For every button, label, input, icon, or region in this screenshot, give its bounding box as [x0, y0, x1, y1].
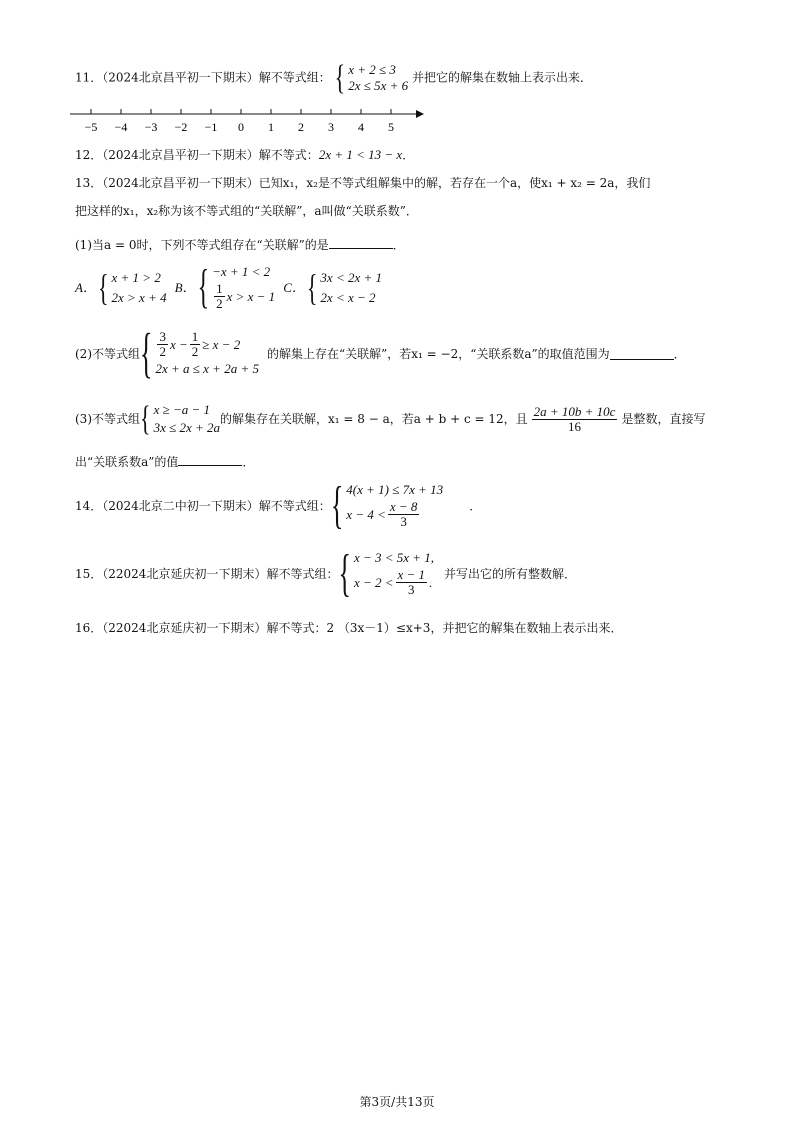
left-brace-icon: { [140, 322, 153, 383]
fraction: $\frac{x - 8}{3}$ [389, 499, 418, 529]
question-13-part-1 [75, 236, 405, 253]
q15-inequality-1: x − 3 < 5x + 1, [353, 550, 435, 565]
number-line-label: −1 [204, 120, 218, 134]
question-13-part-3-line-2 [75, 453, 254, 470]
q15-inequality-2: x − 2 < $\frac{x - 1}{3}$ . [353, 567, 433, 597]
left-brace-icon: { [97, 265, 109, 308]
option-a-system [97, 265, 167, 308]
question-15 [75, 543, 577, 602]
question-13-part-3 [75, 398, 706, 439]
answer-blank[interactable] [329, 236, 393, 249]
question-13-line-1 [75, 175, 650, 191]
q13-part3-inequality-1: x ≥ −a − 1 [153, 402, 211, 417]
page-number: 第3页/共13页 [359, 1095, 435, 1109]
number-line-label: 0 [238, 120, 244, 134]
question-14 [75, 475, 482, 534]
question-13-part-2 [75, 322, 686, 383]
number-line-label: 2 [298, 120, 304, 134]
number-line-label: 1 [268, 120, 274, 134]
q12-inequality: 2x + 1 < 13 − x [318, 147, 403, 162]
q14-prefix: 14．（2024北京二中初一下期末）解不等式组： [75, 498, 331, 513]
q13-part1-text: (1)当a = 0时，下列不等式组存在“关联解”的是 [75, 238, 329, 252]
fraction: $\frac{1}{2}$ [216, 281, 223, 311]
option-a-inequality-1: x + 1 > 2 [111, 269, 161, 285]
option-c-inequality-1: 3x < 2x + 1 [320, 269, 383, 285]
q13-options [75, 261, 383, 314]
q13-part1-end: ． [392, 238, 405, 252]
q13-part2-prefix: (2)不等式组 [75, 346, 140, 361]
q14-system [330, 475, 444, 534]
option-b-inequality-2: $\frac{1}{2}$ x > x − 1 [216, 281, 276, 311]
number-line-label: 4 [358, 120, 364, 134]
q14-inequality-2: x − 4 < $\frac{x - 8}{3}$ [346, 499, 418, 529]
left-brace-icon: { [306, 265, 318, 308]
q11-suffix: 并把它的解集在数轴上表示出来． [411, 70, 592, 85]
arrow-right-icon [416, 110, 424, 118]
answer-blank[interactable] [178, 453, 242, 466]
number-line-label: 3 [328, 120, 334, 134]
left-brace-icon: { [197, 261, 210, 314]
q13-part3-line2: 出“关联系数a”的值 [75, 455, 179, 469]
left-brace-icon: { [330, 475, 344, 534]
q11-system [334, 57, 409, 98]
q13-part3-fraction: $\frac{2a + 10b + 10c}{16}$ [533, 403, 616, 434]
option-b-label: B． [174, 279, 196, 295]
number-line-label: 5 [388, 120, 394, 134]
q13-part3-prefix: (3)不等式组 [75, 412, 140, 426]
q15-prefix: 15．（22024北京延庆初一下期末）解不等式组： [75, 566, 339, 581]
number-line-label: −2 [174, 120, 188, 134]
option-c-inequality-2: 2x < x − 2 [320, 289, 376, 305]
option-a-label: A． [75, 279, 96, 295]
option-b-system [197, 261, 276, 314]
q15-suffix: 并写出它的所有整数解． [444, 566, 577, 581]
q13-part3-tail: 是整数，直接写 [621, 412, 706, 426]
q16-text: 16．（22024北京延庆初一下期末）解不等式：2 （3x－1）≤x+3，并把它的解集在数轴上表示出来． [75, 621, 623, 635]
q13-part2-inequality-2: 2x + a ≤ x + 2a + 5 [155, 361, 259, 376]
number-line-label: −5 [84, 120, 98, 134]
q12-suffix: ． [402, 148, 415, 162]
q13-part3-system [140, 398, 221, 439]
q13-part2-end: ． [673, 346, 686, 361]
q13-text-line-1: 13．（2024北京昌平初一下期末）已知x₁，x₂是不等式组解集中的解，若存在一个a，使x₁ + x₂ = 2a，我们 [75, 176, 651, 190]
option-a-inequality-2: 2x > x + 4 [111, 289, 167, 305]
answer-blank[interactable] [610, 347, 674, 360]
q12-prefix: 12．（2024北京昌平初一下期末）解不等式： [75, 148, 319, 162]
q14-inequality-1: 4(x + 1) ≤ 7x + 13 [346, 482, 444, 497]
q15-system [338, 543, 435, 602]
left-brace-icon: { [334, 57, 346, 98]
q11-inequality-2: 2x ≤ 5x + 6 [348, 78, 409, 93]
fraction: $\frac{1}{2}$ [191, 329, 199, 359]
q13-part2-suffix: 的解集上存在“关联解”，若x₁ = −2，“关联系数a”的取值范围为 [266, 346, 610, 361]
q13-part3-inequality-2: 3x ≤ 2x + 2a [153, 420, 221, 435]
option-c-label: C． [283, 279, 305, 295]
left-brace-icon: { [140, 398, 151, 439]
q13-part3-mid: 的解集存在关联解，x₁ = 8 − a，若a + b + c = 12，且 [220, 412, 528, 426]
option-c-system [306, 265, 383, 308]
q13-text-line-2: 把这样的x₁，x₂称为该不等式组的“关联解”，a叫做“关联系数”． [75, 204, 418, 218]
q13-part2-inequality-1: $\frac{3}{2}$ x − $\frac{1}{2}$ ≥ x − 2 [159, 329, 241, 359]
fraction: $\frac{3}{2}$ [159, 329, 166, 359]
option-b-inequality-1: −x + 1 < 2 [212, 264, 271, 279]
question-11 [75, 57, 592, 98]
q14-suffix: ． [469, 498, 482, 513]
question-13-line-2 [75, 203, 418, 219]
question-16 [75, 620, 622, 636]
number-line [68, 108, 428, 136]
q13-part3-end: ． [242, 455, 255, 469]
q13-part2-system [140, 322, 259, 383]
q11-prefix: 11．（2024北京昌平初一下期末）解不等式组： [75, 70, 331, 85]
number-line-label: −3 [144, 120, 158, 134]
q11-inequality-1: x + 2 ≤ 3 [348, 62, 396, 77]
left-brace-icon: { [338, 543, 351, 602]
fraction: $\frac{x - 1}{3}$ [397, 567, 426, 597]
question-12 [75, 147, 414, 163]
number-line-label: −4 [114, 120, 128, 134]
